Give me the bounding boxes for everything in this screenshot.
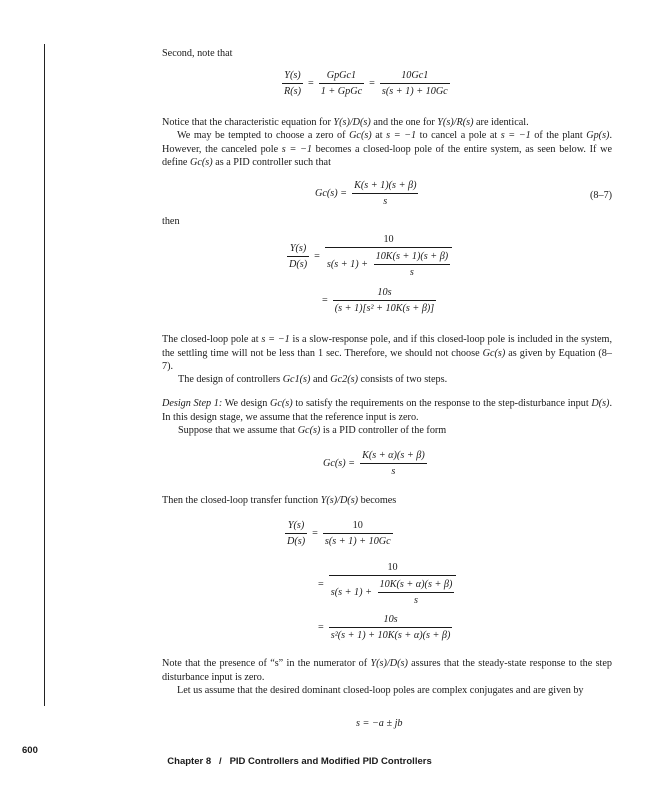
fraction-gpgc1: $\frac{\text{GpGc1}}{\text{1 + GpGc}}$ (320, 70, 363, 97)
paragraph-design-two-steps: The design of controllers Gc1(s) and Gc2(s) consists of two steps. (178, 374, 448, 385)
paragraph-desired-poles: Let us assume that the desired dominant closed-loop poles are complex conjugates and are given by (177, 685, 584, 696)
fraction-10s-2: $\frac{10s}{\text{s²(s + 1) + 10K(s + α)(s + β)}}$ (330, 614, 451, 641)
fraction-compound-2: 10 s(s + 1) + $\frac{10K(s + \alpha)(s + \beta)}{s}$ (329, 562, 457, 607)
equation-pid-form: Gc(s) = $\frac{K(s + \alpha)(s + \beta)}{s}$ (323, 450, 425, 477)
equation-8-7: Gc(s) = $\frac{K(s + 1)(s + \beta)}{s}$ (315, 180, 417, 207)
page-number: 600 (22, 745, 38, 756)
equation-y-over-d-4: = 10 s(s + 1) + $\frac{10K(s + \alpha)(s + \beta)}{s}$ (313, 562, 456, 607)
equation-y-over-d-1: $\frac{Y(s)}{D(s)}$ = 10 s(s + 1) + $\frac{10K(s + 1)(s + \beta)}{s}$ (287, 234, 452, 279)
fraction-10gc1: $\frac{10Gc1}{s(s + 1) + 10Gc}$ (381, 70, 448, 97)
paragraph-suppose: Suppose that we assume that Gc(s) is a PID controller of the form (178, 425, 447, 436)
fraction-pid-form: $\frac{K(s + \alpha)(s + \beta)}{s}$ (362, 450, 425, 477)
fraction-y-d-2: $\frac{Y(s)}{D(s)}$ (287, 520, 306, 547)
equation-y-over-d-2: = $\frac{10s}{\text{(s + 1)[s² + 10K(s + β)]}}$ (322, 287, 435, 314)
equation-number-8-7: (8–7) (590, 190, 613, 201)
running-footer: Chapter 8 / PID Controllers and Modified PID Controllers (167, 756, 432, 767)
paragraph-then: then (162, 216, 180, 227)
paragraph-design-step-1: Design Step 1: We design Gc(s) to satisfy the requirements on the response to the step-disturbance input D(s). In this design stage, we assume that the reference input is zero. (162, 398, 612, 423)
fraction-inner-2: $\frac{10K(s + \alpha)(s + \beta)}{s}$ (379, 579, 453, 606)
fraction-y-d: $\frac{Y(s)}{D(s)}$ (289, 242, 308, 270)
fraction-y-r: $\frac{Y(s)}{R(s)}$ (284, 70, 301, 97)
paragraph-intro: Second, note that (162, 48, 233, 59)
margin-rule (44, 44, 45, 706)
paragraph-tempted: We may be tempted to choose a zero of Gc(s) at s = −1 to cancel a pole at s = −1 of the plant Gp(s). However, the canceled pole s = −1 becomes a closed-loop pole of the entire system, as seen below. If we define Gc(s) as a PID controller such that (162, 130, 613, 168)
fraction-inner-1: $\frac{10K(s + 1)(s + \beta)}{s}$ (375, 251, 449, 278)
equation-y-over-r: $\frac{Y(s)}{R(s)}$ = $\frac{\text{GpGc1}}{\text{1 + GpGc}}$ = $\frac{10Gc1}{s(s + 1) + 10Gc}$ (284, 70, 448, 97)
paragraph-notice: Notice that the characteristic equation for Y(s)/D(s) and the one for Y(s)/R(s) are identical. (162, 117, 529, 128)
fraction-10s-1: $\frac{10s}{\text{(s + 1)[s² + 10K(s + β)]}}$ (334, 287, 435, 314)
equation-y-over-d-5: = $\frac{10s}{\text{s²(s + 1) + 10K(s + α)(s + β)}}$ (318, 614, 451, 641)
paragraph-note-presence: Note that the presence of “s” in the numerator of Y(s)/D(s) assures that the steady-state response to the step disturbance input is zero. (162, 658, 612, 683)
fraction-compound-1: 10 s(s + 1) + $\frac{10K(s + 1)(s + \beta)}{s}$ (325, 234, 452, 279)
fraction-10-gc: $\frac{10}{s(s + 1) + 10Gc}$ (324, 520, 391, 547)
fraction-pid-8-7: $\frac{K(s + 1)(s + \beta)}{s}$ (354, 180, 417, 207)
equation-dominant-poles: s = −a ± jb (356, 718, 403, 729)
paragraph-then-closed-loop: Then the closed-loop transfer function Y(s)/D(s) becomes (162, 495, 397, 506)
paragraph-closed-loop-pole: The closed-loop pole at s = −1 is a slow-response pole, and if this closed-loop pole is included in the system, the settling time will not be less than 1 sec. Therefore, we should not choose Gc(s) as given by Equation (8–7). (162, 334, 613, 372)
equation-y-over-d-3: $\frac{Y(s)}{D(s)}$ = $\frac{10}{s(s + 1) + 10Gc}$ (287, 520, 391, 547)
